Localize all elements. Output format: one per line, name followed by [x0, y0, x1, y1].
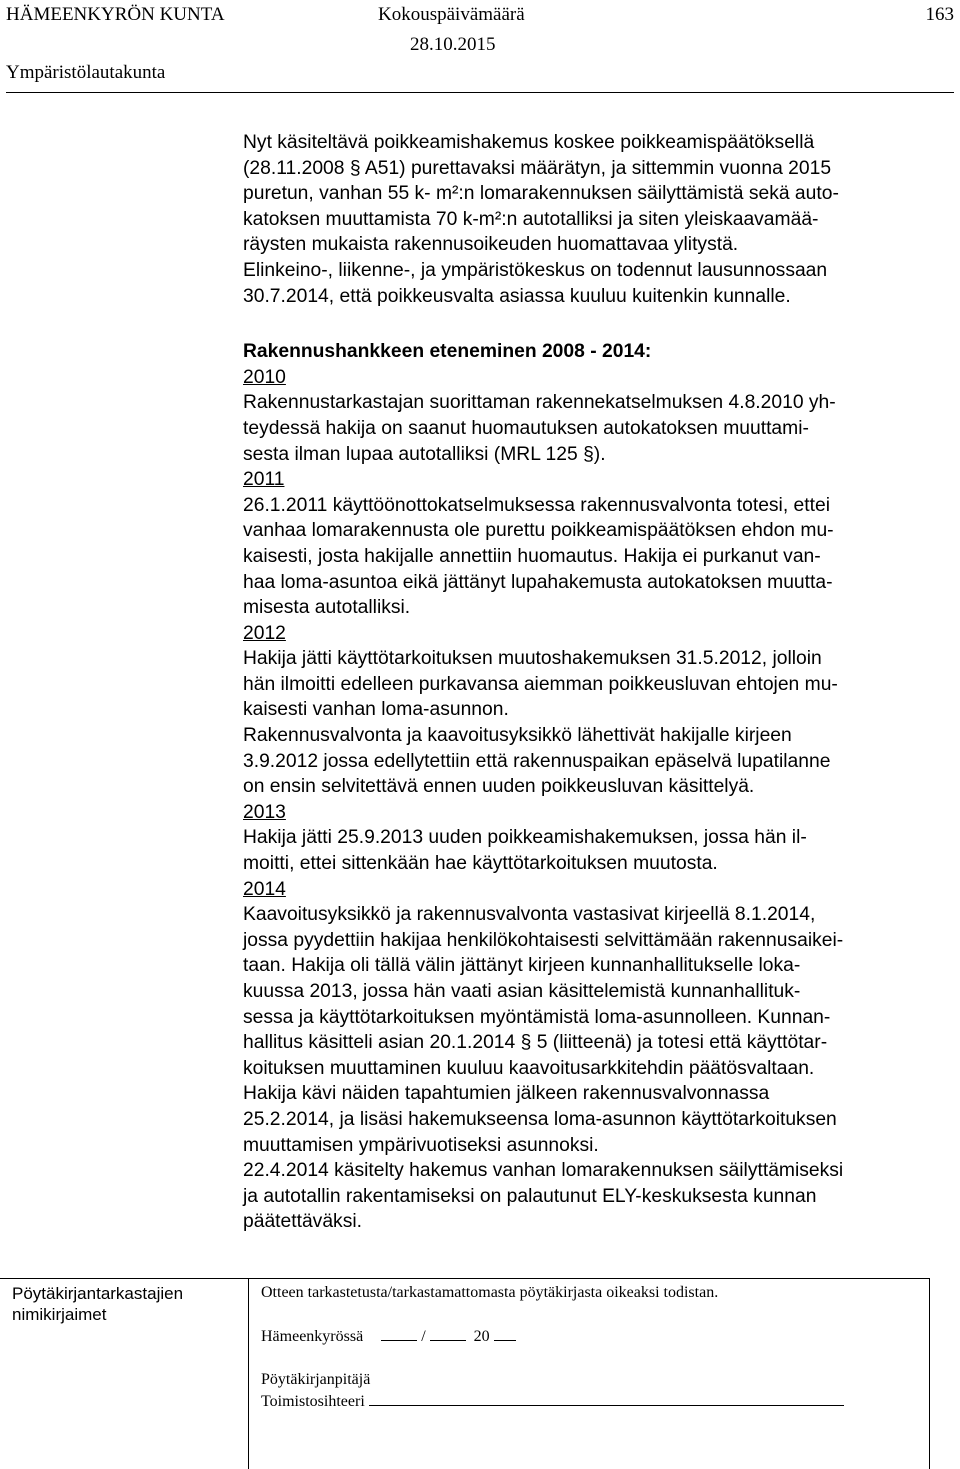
- text-line: moitti, ettei sittenkään hae käyttötarkoituksen muutosta.: [243, 853, 718, 875]
- text-line: hän ilmoitti edelleen purkavansa aiemman poikkeusluvan ehtojen mu-: [243, 673, 838, 695]
- meeting-date-label: Kokouspäivämäärä: [378, 4, 525, 25]
- year-heading-2010: 2010: [243, 366, 286, 388]
- text-line: 26.1.2011 käyttöönottokatselmuksessa rakennusvalvonta totesi, ettei: [243, 494, 831, 516]
- year-heading-2013: 2013: [243, 801, 286, 823]
- meeting-date: 28.10.2015: [410, 34, 496, 55]
- text-line: katoksen muuttamista 70 k-m²:n autotalliksi ja siten yleiskaavamää-: [243, 208, 819, 230]
- text-line: 22.4.2014 käsitelty hakemus vanhan lomarakennuksen säilyttämiseksi: [243, 1160, 844, 1182]
- text-line: räysten mukaista rakennusoikeuden huomattavaa ylitystä.: [243, 234, 739, 256]
- organization-name: HÄMEENKYRÖN KUNTA: [6, 4, 225, 25]
- text-line: muuttamisen ympärivuotiseksi asunnoksi.: [243, 1134, 599, 1156]
- text-line: 3.9.2012 jossa edellytettiin että rakennuspaikan epäselvä lupatilanne: [243, 750, 831, 772]
- secretary-title: Toimistosihteeri: [261, 1393, 365, 1410]
- text-line: on ensin selvitettävä ennen uuden poikkeusluvan käsittelyä.: [243, 776, 755, 798]
- secretary-title-row: [261, 1391, 844, 1412]
- text-line: haa loma-asuntoa eikä jättänyt lupahakemusta autokatoksen muutta-: [243, 571, 833, 593]
- text-line: päätettäväksi.: [243, 1211, 362, 1233]
- text-line: misesta autotalliksi.: [243, 597, 411, 619]
- inspectors-label-line1: Pöytäkirjantarkastajien: [12, 1284, 184, 1303]
- document-body: [243, 130, 955, 1235]
- text-line: kaisesti, josta hakijalle annettiin huomautus. Hakija ei purkanut van-: [243, 545, 821, 567]
- year-prefix: 20: [473, 1328, 490, 1345]
- year-heading-2014: 2014: [243, 878, 286, 900]
- year-heading-2012: 2012: [243, 622, 286, 644]
- text-line: Rakennusvalvonta ja kaavoitusyksikkö lähettivät hakijalle kirjeen: [243, 725, 792, 747]
- text-line: jossa pyydettiin hakijaa henkilökohtaisesti selvittämään rakennusaikei-: [243, 929, 844, 951]
- text-line: Rakennustarkastajan suorittaman rakennekatselmuksen 4.8.2010 yh-: [243, 392, 836, 414]
- inspectors-label-line2: nimikirjaimet: [12, 1305, 107, 1324]
- header-divider: [6, 92, 954, 93]
- place-date-row: [261, 1326, 516, 1347]
- paragraph-gap: [243, 309, 955, 339]
- text-line: sesta ilman lupaa autotalliksi (MRL 125 §).: [243, 443, 606, 465]
- text-line: Hakija kävi näiden tapahtumien jälkeen rakennusvalvonnassa: [243, 1083, 770, 1105]
- secretary-label: Pöytäkirjanpitäjä: [261, 1371, 371, 1388]
- text-line: vanhaa lomarakennusta ole purettu poikkeamispäätöksen ehdon mu-: [243, 520, 834, 542]
- intro-paragraph: [243, 130, 955, 309]
- text-line: kuussa 2013, jossa hän vaati asian käsittelemistä kunnanhallituk-: [243, 981, 801, 1002]
- text-line: Hakija jätti käyttötarkoituksen muutoshakemuksen 31.5.2012, jolloin: [243, 648, 822, 670]
- page-footer: [0, 1278, 960, 1469]
- section-title: Rakennushankkeen eteneminen 2008 - 2014:: [243, 341, 652, 363]
- text-line: taan. Hakija oli tällä välin jättänyt kirjeen kunnanhallitukselle loka-: [243, 955, 801, 977]
- year-heading-2011: 2011: [243, 469, 285, 491]
- inspectors-initials-box: [0, 1278, 249, 1469]
- text-line: Kaavoitusyksikkö ja rakennusvalvonta vastasivat kirjeellä 8.1.2014,: [243, 904, 816, 926]
- day-blank: [381, 1326, 417, 1341]
- text-line: puretun, vanhan 55 k- m²:n lomarakennuksen säilyttämistä sekä auto-: [243, 183, 839, 205]
- certification-box: [249, 1278, 930, 1469]
- text-line: kaisesti vanhan loma-asunnon.: [243, 699, 509, 721]
- place-label: Hämeenkyrössä: [261, 1328, 364, 1345]
- certification-text: Otteen tarkastetusta/tarkastamattomasta pöytäkirjasta oikeaksi todistan.: [261, 1284, 719, 1301]
- date-separator: /: [421, 1328, 426, 1345]
- text-line: ja autotallin rakentamiseksi on palautunut ELY-keskuksesta kunnan: [243, 1185, 817, 1207]
- text-line: Elinkeino-, liikenne-, ja ympäristökeskus on todennut lausunnossaan: [243, 259, 828, 281]
- text-line: teydessä hakija on saanut huomautuksen autokatoksen muuttami-: [243, 417, 809, 439]
- text-line: (28.11.2008 § A51) purettavaksi määrätyn, ja sittemmin vuonna 2015: [243, 157, 832, 179]
- year-blank: [494, 1326, 516, 1341]
- page-number: 163: [925, 4, 954, 25]
- text-line: hallitus käsitteli asian 20.1.2014 § 5 (liitteenä) ja totesi että käyttötar-: [243, 1032, 828, 1054]
- text-line: Hakija jätti 25.9.2013 uuden poikkeamishakemuksen, jossa hän il-: [243, 827, 807, 849]
- month-blank: [430, 1326, 466, 1341]
- signature-line: [369, 1391, 844, 1406]
- text-line: Nyt käsiteltävä poikkeamishakemus koskee poikkeamispäätöksellä: [243, 132, 815, 153]
- board-name: Ympäristölautakunta: [6, 62, 166, 83]
- text-line: 25.2.2014, ja lisäsi hakemukseensa loma-asunnon käyttötarkoituksen: [243, 1108, 837, 1130]
- text-line: sessa ja käyttötarkoituksen myöntämistä loma-asunnolleen. Kunnan-: [243, 1006, 831, 1028]
- text-line: koituksen muuttaminen kuuluu kaavoitusarkkitehdin päätösvaltaan.: [243, 1057, 815, 1079]
- page-header: [6, 4, 954, 90]
- text-line: 30.7.2014, että poikkeusvalta asiassa kuuluu kuitenkin kunnalle.: [243, 285, 791, 307]
